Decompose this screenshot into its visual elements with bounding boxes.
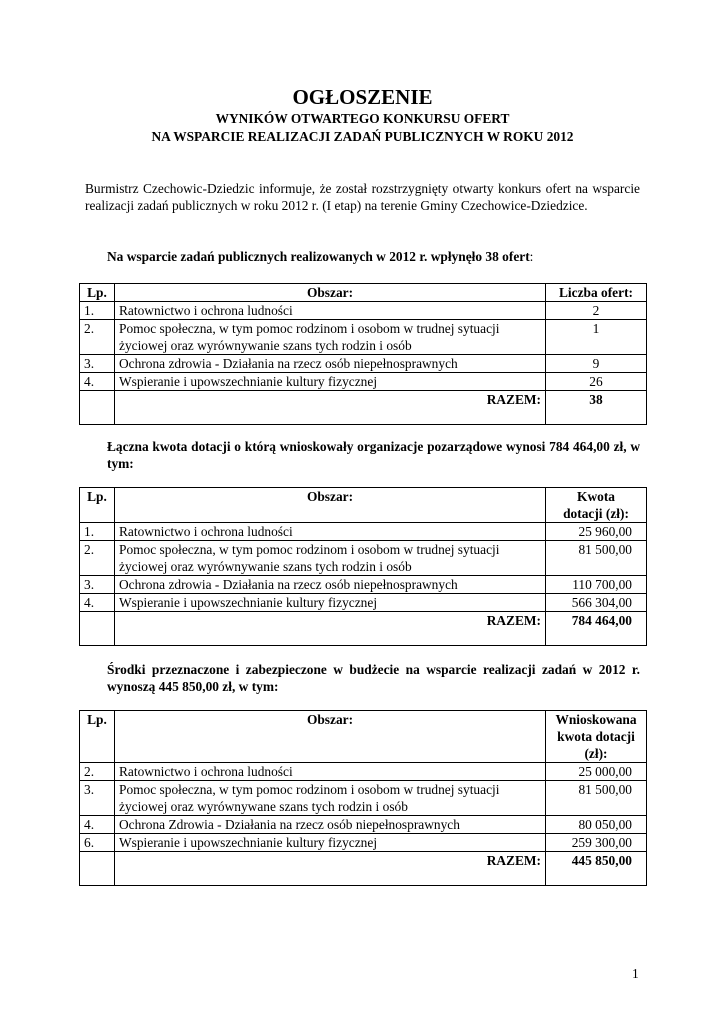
row-area: Wspieranie i upowszechnianie kultury fizycznej: [115, 594, 546, 612]
document-title: OGŁOSZENIE: [292, 85, 433, 109]
table-header-row: [80, 488, 647, 523]
row-lp: 3.: [80, 781, 115, 816]
row-value: 25 960,00: [546, 523, 647, 541]
header-area: Obszar:: [115, 711, 546, 763]
table-row: [80, 302, 647, 320]
offers-count-table: [79, 283, 647, 425]
table-header-row: [80, 711, 647, 763]
total-label: RAZEM:: [115, 391, 546, 425]
row-value: 1: [546, 320, 647, 355]
header-value: Wnioskowana kwota dotacji (zł):: [546, 711, 647, 763]
row-area: Ochrona Zdrowia - Działania na rzecz osób niepełnosprawnych: [115, 816, 546, 834]
table-row: [80, 576, 647, 594]
grant-budget-table: [79, 710, 647, 886]
row-value: 25 000,00: [546, 763, 647, 781]
table-row: [80, 594, 647, 612]
row-value: 81 500,00: [546, 541, 647, 576]
table-row: [80, 541, 647, 576]
row-value: 26: [546, 373, 647, 391]
row-area: Ochrona zdrowia - Działania na rzecz osób niepełnosprawnych: [115, 355, 546, 373]
row-area: Ratownictwo i ochrona ludności: [115, 523, 546, 541]
row-lp: 2.: [80, 320, 115, 355]
row-value: 81 500,00: [546, 781, 647, 816]
table-row: [80, 781, 647, 816]
row-value: 566 304,00: [546, 594, 647, 612]
table-row: [80, 320, 647, 355]
total-row: [80, 852, 647, 886]
table-row: [80, 834, 647, 852]
total-row: [80, 612, 647, 646]
row-value: 80 050,00: [546, 816, 647, 834]
header-area: Obszar:: [115, 284, 546, 302]
row-lp: 1.: [80, 302, 115, 320]
total-value: 784 464,00: [546, 612, 647, 646]
total-label: RAZEM:: [115, 852, 546, 886]
row-value: 259 300,00: [546, 834, 647, 852]
row-value: 110 700,00: [546, 576, 647, 594]
document-subtitle-1: WYNIKÓW OTWARTEGO KONKURSU OFERT: [215, 111, 510, 126]
header-lp: Lp.: [80, 488, 115, 523]
row-lp: 3.: [80, 355, 115, 373]
grant-requested-table: [79, 487, 647, 646]
table-row: [80, 373, 647, 391]
row-area: Ochrona zdrowia - Działania na rzecz osób niepełnosprawnych: [115, 576, 546, 594]
section3-lead: Środki przeznaczone i zabezpieczone w budżecie na wsparcie realizacji zadań w 2012 r. wynoszą 445 850,00 zł, w tym:: [107, 662, 640, 694]
row-value: 2: [546, 302, 647, 320]
row-value: 9: [546, 355, 647, 373]
header-value: Kwota dotacji (zł):: [546, 488, 647, 523]
row-area: Ratownictwo i ochrona ludności: [115, 302, 546, 320]
table-row: [80, 523, 647, 541]
row-lp: 2.: [80, 541, 115, 576]
table-row: [80, 763, 647, 781]
intro-paragraph: Burmistrz Czechowic-Dziedzic informuje, że został rozstrzygnięty otwarty konkurs ofert na wsparcie realizacji zadań publicznych w roku 2012 r. (I etap) na terenie Gminy Czechowice-Dziedzice.: [85, 181, 640, 213]
total-value: 38: [546, 391, 647, 425]
total-value: 445 850,00: [546, 852, 647, 886]
table-header-row: [80, 284, 647, 302]
row-lp: 3.: [80, 576, 115, 594]
row-lp: 6.: [80, 834, 115, 852]
row-lp: 4.: [80, 816, 115, 834]
row-area: Pomoc społeczna, w tym pomoc rodzinom i osobom w trudnej sytuacji życiowej oraz wyrównywanie szans tych rodzin i osób: [115, 541, 546, 576]
header-value: Liczba ofert:: [546, 284, 647, 302]
header-lp: Lp.: [80, 284, 115, 302]
row-lp: 4.: [80, 373, 115, 391]
row-area: Pomoc społeczna, w tym pomoc rodzinom i osobom w trudnej sytuacji życiowej oraz wyrównywanie szans tych rodzin i osób: [115, 320, 546, 355]
row-lp: 1.: [80, 523, 115, 541]
total-row: [80, 391, 647, 425]
document-subtitle-2: NA WSPARCIE REALIZACJI ZADAŃ PUBLICZNYCH W ROKU 2012: [151, 129, 574, 144]
row-area: Pomoc społeczna, w tym pomoc rodzinom i osobom w trudnej sytuacji życiowej oraz wyrównywane szans tych rodzin i osób: [115, 781, 546, 816]
total-label: RAZEM:: [115, 612, 546, 646]
header-lp: Lp.: [80, 711, 115, 763]
table-row: [80, 816, 647, 834]
row-area: Wspieranie i upowszechnianie kultury fizycznej: [115, 834, 546, 852]
row-area: Ratownictwo i ochrona ludności: [115, 763, 546, 781]
row-area: Wspieranie i upowszechnianie kultury fizycznej: [115, 373, 546, 391]
page-number: 1: [632, 966, 639, 981]
header-area: Obszar:: [115, 488, 546, 523]
table-row: [80, 355, 647, 373]
section1-lead: Na wsparcie zadań publicznych realizowanych w 2012 r. wpłynęło 38 ofert:: [107, 249, 534, 264]
section2-lead: Łączna kwota dotacji o którą wnioskowały organizacje pozarządowe wynosi 784 464,00 zł, w tym:: [107, 439, 640, 471]
row-lp: 4.: [80, 594, 115, 612]
row-lp: 2.: [80, 763, 115, 781]
